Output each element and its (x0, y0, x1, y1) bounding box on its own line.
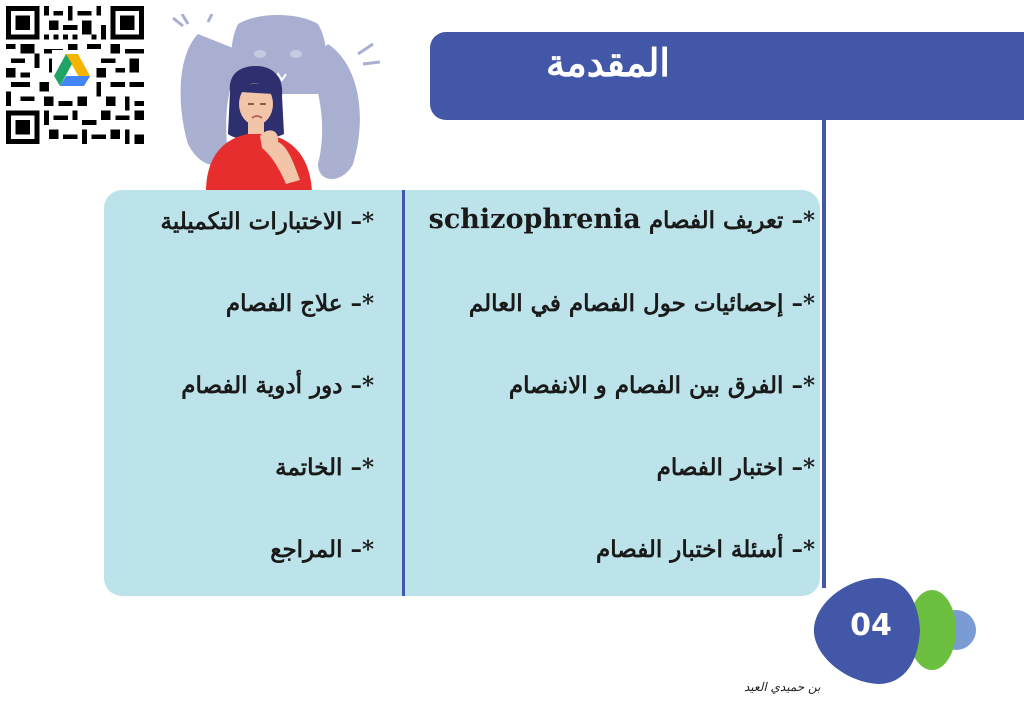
bullet-marker: *– (791, 536, 815, 563)
list-item (429, 204, 815, 235)
item-text: دور أدوية الفصام (181, 372, 343, 399)
list-item (509, 372, 815, 399)
bullet-marker: *– (350, 208, 374, 235)
item-text: المراجع (270, 536, 343, 563)
bullet-marker: *– (791, 290, 815, 317)
item-latin-term: schizophrenia (428, 204, 641, 235)
item-text: اختبار الفصام (656, 454, 784, 481)
bullet-marker: *– (791, 207, 815, 234)
title-banner (430, 32, 1024, 120)
anxious-woman-illustration (168, 14, 388, 192)
bullet-marker: *– (350, 372, 374, 399)
bullet-marker: *– (791, 372, 815, 399)
bullet-marker: *– (350, 536, 374, 563)
list-item (161, 208, 374, 235)
author-signature: بن حميدي العيد (744, 680, 821, 694)
item-text: الخاتمة (275, 454, 343, 481)
list-item (596, 536, 815, 563)
item-text: علاج الفصام (225, 290, 343, 317)
page-title: المقدمة (545, 40, 670, 85)
bullet-marker: *– (350, 454, 374, 481)
page-number-badge (808, 572, 980, 690)
bullet-marker: *– (791, 454, 815, 481)
vertical-divider-line (822, 120, 826, 588)
list-item (226, 290, 374, 317)
item-text: الفرق بين الفصام و الانفصام (508, 372, 784, 399)
list-item (181, 372, 374, 399)
item-text: الاختبارات التكميلية (160, 208, 343, 235)
item-text: تعريف الفصام (648, 207, 784, 234)
google-drive-icon (52, 50, 92, 90)
list-item (657, 454, 815, 481)
page-number: 04 (850, 608, 892, 643)
list-item (275, 454, 374, 481)
bullet-marker: *– (350, 290, 374, 317)
item-text: أسئلة اختبار الفصام (596, 536, 784, 563)
list-item (469, 290, 815, 317)
list-item (270, 536, 374, 563)
column-divider (402, 190, 405, 596)
item-text: إحصائيات حول الفصام في العالم (468, 290, 784, 317)
